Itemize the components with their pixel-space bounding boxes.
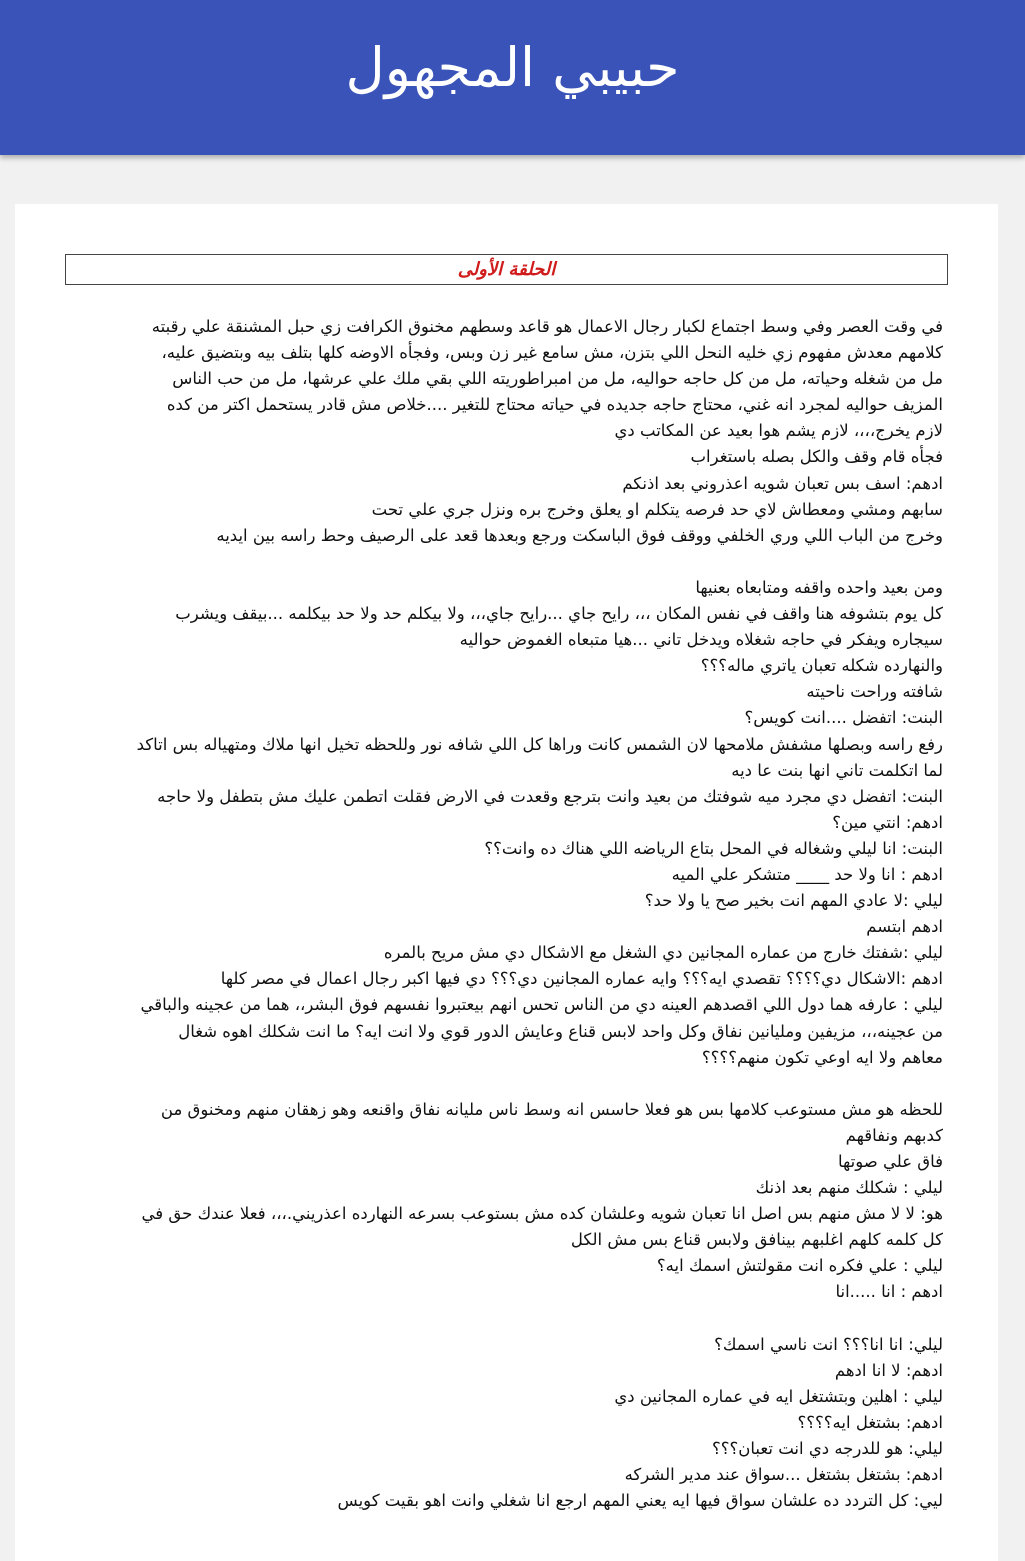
story-line: ليلي : عارفه هما دول اللي اقصدهم العينه دي من الناس تحس انهم بيعتبروا نفسهم فوق البشر،، هما من عجينه والباقي [140,995,943,1015]
story-line: ليلي :شفتك خارج من عماره المجانين دي الشغل مع الاشكال دي مش مريح بالمره [383,943,943,963]
story-line: ادهم: اسف بس تعبان شويه اعذروني بعد اذنكم [622,473,943,493]
story-line: ومن بعيد واحده واقفه ومتابعاه بعنيها [695,577,943,597]
story-line: في وقت العصر وفي وسط اجتماع لكبار رجال الاعمال هو قاعد وسطهم مخنوق الكرافت زي حبل المشنقة علي رقبته [151,317,943,336]
story-line: البنت: اتفضل دي مجرد ميه شوفتك من بعيد وانت بترجع وقعدت في الارض فقلت اتطمن عليك مش بتطفل ولا حاجه [157,786,943,806]
story-line: من عجينه،،، مزيفين ومليانين نفاق وكل واحد لابس قناع وعايش الدور قوي ولا انت ايه؟ ما انت شكلك اهوه شغال [178,1021,943,1041]
story-line: ادهم: بشتغل بشتغل ...سواق عند مدير الشركه [624,1465,943,1485]
story-line: ليلي :لا عادي المهم انت بخير صح يا ولا حد؟ [644,891,943,911]
story-line: لازم يخرج،،،، لازم يشم هوا بعيد عن المكاتب دي [614,421,943,441]
story-line: للحظه هو مش مستوعب كلامها بس هو فعلا حاسس انه وسط ناس مليانه نفاق واقنعه وهو زهقان منهم ومخنوق من [160,1099,943,1119]
story-line: ليلي : شكلك منهم بعد اذنك [755,1178,943,1198]
story-line: فجأه قام وقف والكل بصله باستغراب [690,447,943,467]
story-text [73,314,943,1514]
story-line: ادهم : انا ولا حد ____ متشكر علي الميه [671,864,943,884]
story-line: البنت: اتفضل ....انت كويس؟ [744,708,943,728]
story-line: معاهم ولا ايه اوعي تكون منهم؟؟؟؟ [701,1047,943,1067]
story-line: كل يوم بتشوفه هنا واقف في نفس المكان ،،، رايح جاي ...رايح جاي،،، ولا بيكلم حد ولا حد بيكلمه ...بيقف ويشرب [175,604,943,624]
story-line [73,549,943,575]
story-line: ليلي: انا انا؟؟؟ انت ناسي اسمك؟ [714,1334,943,1354]
app-bar [0,0,1025,155]
story-line: ادهم: بشتغل ايه؟؟؟؟ [797,1412,943,1432]
story-line: كدبهم ونفاقهم [845,1125,943,1145]
story-line: البنت: انا ليلي وشغاله في المحل بتاع الرياضه اللي هناك ده وانت؟؟ [484,838,943,858]
story-line: ليلي : اهلين وبتشتغل ايه في عماره المجانين دي [614,1386,943,1406]
story-line: سابهم ومشي ومعطاش لاي حد فرصه يتكلم او يعلق وخرج بره ونزل جري علي تحت [371,499,943,519]
story-line: ادهم: لا انا ادهم [834,1360,943,1380]
document-page[interactable] [15,204,998,1561]
story-line [73,1071,943,1097]
story-line: ليلي: هو للدرجه دي انت تعبان؟؟؟ [712,1439,943,1459]
story-line: ادهم ابتسم [866,917,943,937]
story-line [73,1306,943,1332]
story-line: هو: لا لا مش منهم بس اصل انا تعبان شويه وعلشان كده مش بستوعب بسرعه النهارده اعذريني.،،، فعلا عندك حق في [141,1204,943,1224]
app-title: حبيبي المجهول [345,36,680,99]
story-line: كل كلمه كلهم اغلبهم بينافق ولابس قناع بس مش الكل [570,1230,943,1250]
story-line: مل من شغله وحياته، مل من كل حاجه حواليه، مل من امبراطوريته اللي بقي ملك علي عرشها، مل من حب الناس [172,369,943,389]
story-line: رفع راسه وبصلها مشفش ملامحها لان الشمس كانت وراها كل اللي شافه نور وللحظه تخيل انها ملاك ومتهياله بس اتاكد [136,734,943,754]
story-line: كلامهم معدش مفهوم زي خليه النحل اللي بتزن، مش سامع غير زن وبس، وفجأه الاوضه كلها بتلف بيه وبتضيق عليه، [161,343,943,363]
story-line: المزيف حواليه لمجرد انه غني، محتاج حاجه جديده في حياته محتاج للتغير ....خلاص مش قادر يستحمل اكتر من كده [166,395,943,415]
story-line: ادهم : انا .....انا [835,1282,943,1302]
story-line: والنهارده شكله تعبان ياتري ماله؟؟؟ [700,656,943,676]
episode-title: الحلقة الأولى [65,254,948,285]
story-line: سيجاره ويفكر في حاجه شغلاه ويدخل تاني ...هيا متبعاه الغموض حواليه [459,630,943,650]
story-line: لما اتكلمت تاني انها بنت عا ديه [731,760,943,780]
story-line: ادهم: انتي مين؟ [832,812,943,832]
story-line: فاق علي صوتها [837,1152,943,1171]
story-line: شافته وراحت ناحيته [806,682,943,702]
story-line: ليلي : علي فكره انت مقولتش اسمك ايه؟ [656,1256,943,1276]
story-line: ليي: كل التردد ده علشان سواق فيها ايه يعني المهم ارجع انا شغلي وانت اهو بقيت كويس [337,1491,943,1511]
story-line: وخرج من الباب اللي وري الخلفي ووقف فوق الباسكت ورجع وبعدها قعد على الرصيف وحط راسه بين ايديه [216,525,943,545]
story-line: ادهم :الاشكال دي؟؟؟؟ تقصدي ايه؟؟؟ وايه عماره المجانين دي؟؟؟ دي فيها اكبر رجال اعمال في مصر كلها [220,969,943,989]
